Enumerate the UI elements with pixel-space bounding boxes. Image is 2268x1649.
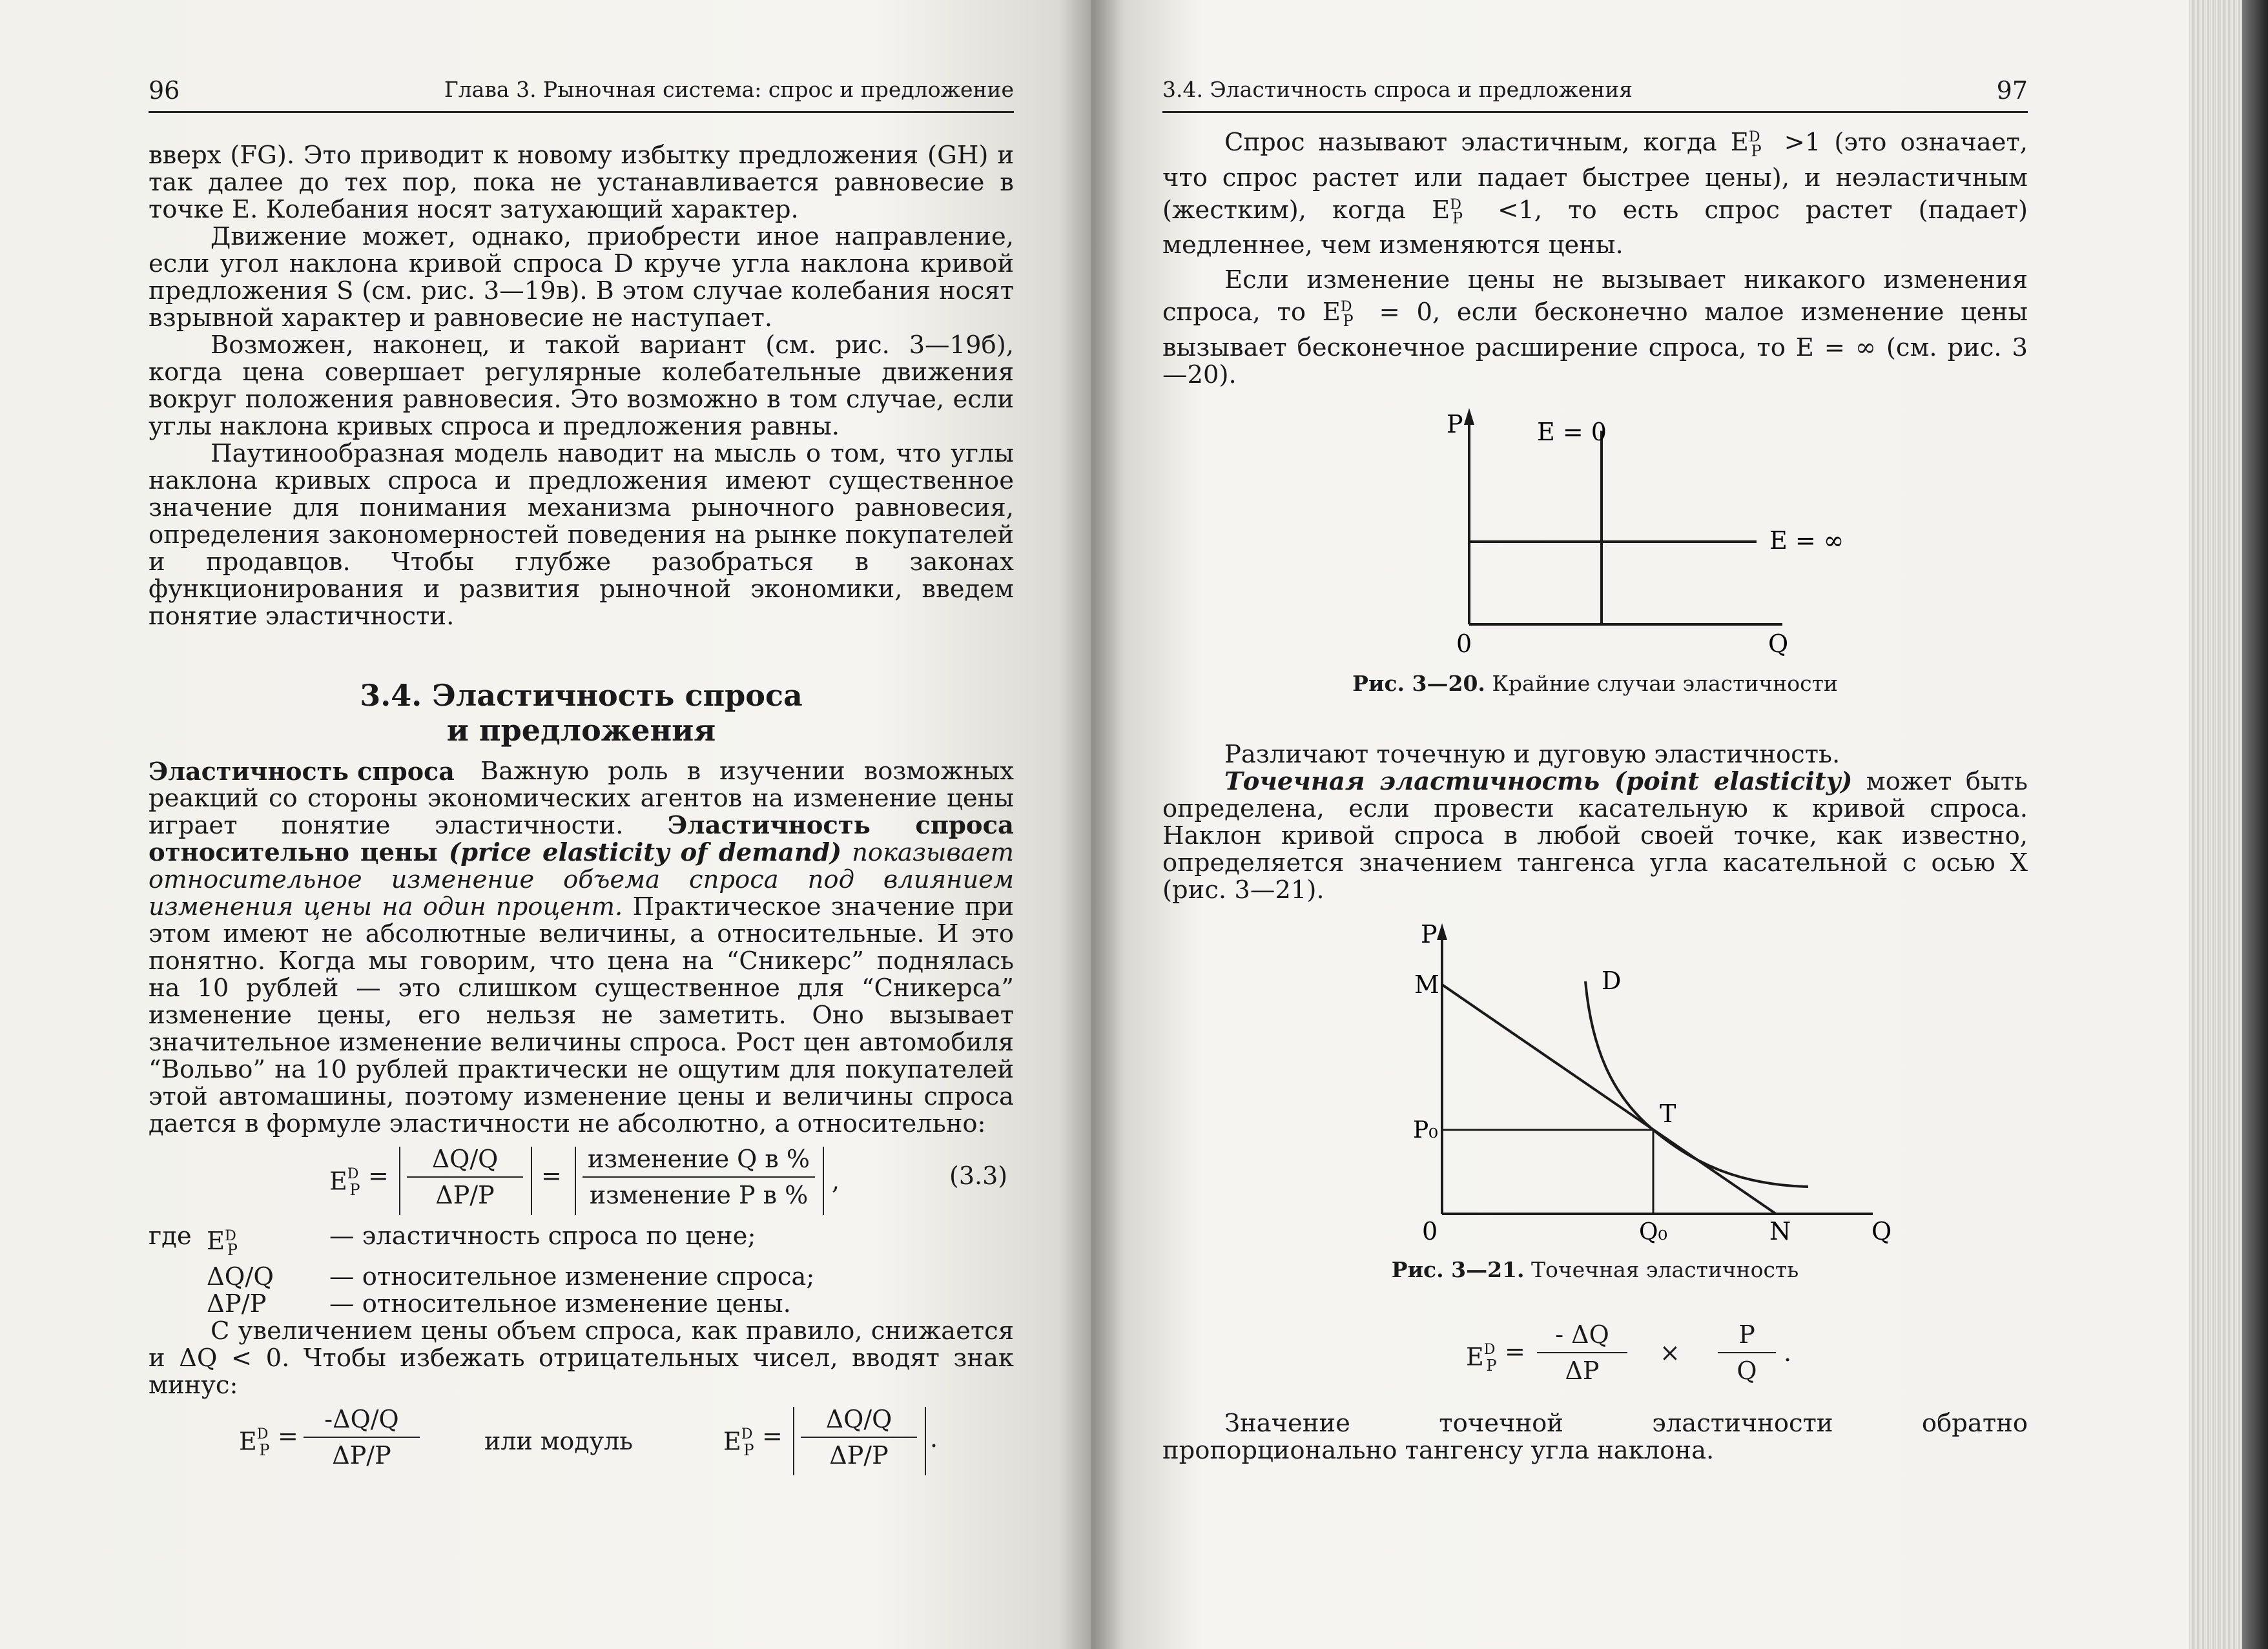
right-page — [1091, 0, 2189, 1649]
running-title-left: Глава 3. Рыночная система: спрос и предложение — [444, 77, 1014, 102]
paragraph: Различают точечную и дуговую эластичность. — [1224, 739, 1840, 769]
axis-label-p: P — [1447, 409, 1463, 438]
svg-text:T: T — [1660, 1099, 1676, 1128]
paragraph: Паутинообразная модель наводит на мысль о том, что углы наклона кривых спроса и предложения имеют существенное значение для понимания механизма рыночного равновесия, определения закономерностей поведения на рынке покупателей и продавцов. Чтобы глубже разобраться в законах функционирования и развития рыночной экономики, введем понятие эластичности. — [149, 439, 1014, 631]
svg-text:P₀: P₀ — [1413, 1116, 1438, 1143]
fraction-negative: $\frac{-\Delta Q/Q}{\Delta P/P}$ — [304, 1406, 420, 1469]
svg-text:M: M — [1414, 970, 1439, 999]
fraction-relative: $\frac{\Delta Q/Q}{\Delta P/P}$ — [407, 1145, 523, 1209]
term-bold: Эластичность спроса относительно цены — [149, 811, 1015, 867]
right-page-body — [1162, 124, 2028, 1464]
definitions-list — [149, 1223, 1014, 1318]
page-number-right: 97 — [1996, 76, 2028, 105]
paragraph: вверх (FG). Это приводит к новому избытку предложения (GH) и так далее до тех пор, пока не устанавливается равновесие в точке E. Колебания носят затухающий характер. — [149, 141, 1014, 224]
origin-label: 0 — [1456, 629, 1472, 658]
svg-text:0: 0 — [1422, 1216, 1438, 1245]
definition-italic: показывает относительное изменение объема спроса под влиянием изменения цены на один процент. — [149, 838, 1015, 921]
label-e-zero: E = 0 — [1537, 417, 1607, 446]
figure-3-20 — [1162, 389, 2028, 776]
paragraph: Возможен, наконец, и такой вариант (см. рис. 3—19б), когда цена совершает регулярные колебательные движения вокруг положения равновесия. Это возможно в том случае, если углы наклона кривых спроса и предложения равны. — [149, 331, 1014, 441]
paragraph: Значение точечной эластичности обратно пропорционально тангенсу угла наклона. — [1162, 1408, 2028, 1465]
formula-minus-sign: $E^D_P$ = $\frac{-\Delta Q/Q}{\Delta P/P}$ или модуль $E^D_P$ = $\frac{\Delta Q/Q}{\Delta P/P}$ . — [149, 1403, 1014, 1483]
axis-label-q: Q — [1768, 629, 1789, 658]
fraction-percent: изменение Q в % изменение P в % — [582, 1145, 815, 1209]
paragraph-point-elasticity: Точечная эластичность (point elasticity) может быть определена, если провести касательную к кривой спроса. Наклон кривой спроса в любой своей точке, как известно, определяется значением тангенса угла касательной с осью X (рис. 3—21). — [1162, 766, 2028, 905]
tangent-line — [1442, 985, 1776, 1214]
elasticity-symbol: $E^D_P$ — [329, 1166, 360, 1200]
figure-3-20-graph — [1162, 389, 2028, 776]
left-page-body — [149, 142, 1014, 1483]
svg-text:N: N — [1769, 1216, 1791, 1245]
paragraph-elasticity-definition: Эластичность спроса Важную роль в изучении возможных реакций со стороны экономических агентов на изменение цены играет понятие эластичности. Эластичность спроса относительно цены (price elasticity of demand) показывает относительное изменение объема спроса под влиянием изменения цены на один процент. Практическое значение при этом имеют не абсолютные величины, а относительные. И это понятно. Когда мы говорим, что цена на “Сникерс” поднялась на 10 рублей — это слишком существенное для “Сникерса” изменение цены, его нельзя не заметить. Оно вызывает значительное изменение величины спроса. Рост цен автомобиля “Вольво” на 10 рублей практически не ощутим для покупателей этой автомашины, поэтому изменение цены и величины спроса дается в формуле эластичности не абсолютно, а относительно: — [149, 757, 1015, 1138]
svg-text:Q: Q — [1871, 1216, 1892, 1245]
page-number-left: 96 — [149, 76, 180, 105]
paragraph-elastic-definition: Спрос называют эластичным, когда $E^D_P >1$ (это означает, что спрос растет или падает быстрее цены), и неэластичным (жестким), когда $E^D_P <1$, то есть спрос растет (падает) медленнее, чем изменяются цены. — [1162, 127, 2028, 260]
running-head-right — [1162, 72, 2028, 113]
label-e-infinity: E = ∞ — [1769, 526, 1844, 555]
svg-text:P: P — [1421, 919, 1438, 948]
formula-3-3: $E^D_P$ = $\frac{\Delta Q/Q}{\Delta P/P}$ = изменение Q в % изменение P в % , (3.3) — [149, 1143, 1014, 1223]
figure-3-21 — [1162, 917, 2028, 1291]
paragraph: Движение может, однако, приобрести иное направление, если угол наклона кривой спроса D круче угла наклона кривой предложения S (см. рис. 3—19в). В этом случае колебания носят взрывной характер и равновесие не наступает. — [149, 222, 1014, 333]
left-page — [0, 0, 1091, 1649]
definition-row: ΔQ/Q — относительное изменение спроса; — [207, 1262, 815, 1291]
running-title-right: 3.4. Эластичность спроса и предложения — [1162, 77, 1633, 102]
fraction-modulus: $\frac{\Delta Q/Q}{\Delta P/P}$ — [801, 1406, 917, 1469]
figure-3-21-caption: Рис. 3—21. Точечная эластичность — [1391, 1256, 1799, 1282]
definition-row: где $E^D_P$ — эластичность спроса по цене; — [149, 1222, 756, 1259]
paragraph: С увеличением цены объем спроса, как правило, снижается и ΔQ < 0. Чтобы избежать отрицательных чисел, вводят знак минус: — [149, 1316, 1014, 1400]
demand-curve — [1585, 981, 1808, 1187]
svg-text:D: D — [1602, 966, 1622, 995]
paragraph-extreme-cases: Если изменение цены не вызывает никакого изменения спроса, то $E^D_P = 0$, если бесконечно малое изменение цены вызывает бесконечное расширение спроса, то E = ∞ (см. рис. 3—20). — [1162, 265, 2028, 389]
formula-point-elasticity: $E^D_P$ = $\frac{- \Delta Q}{\Delta P}$ × $\frac{P}{Q}$ . — [1466, 1320, 1792, 1385]
page-edges — [2189, 0, 2268, 1649]
running-head-left — [149, 72, 1014, 113]
figure-3-20-caption: Рис. 3—20. Крайние случаи эластичности — [1352, 670, 1838, 696]
formula-number: (3.3) — [949, 1162, 1008, 1190]
section-title: 3.4. Эластичность спроса и предложения — [360, 678, 803, 748]
svg-text:Q₀: Q₀ — [1639, 1218, 1667, 1245]
definition-row: ΔP/P — относительное изменение цены. — [207, 1289, 791, 1318]
margin-note: Эластичность спроса — [149, 757, 455, 786]
figure-3-21-graph — [1162, 917, 2028, 1291]
term-english: (price elasticity of demand) — [437, 838, 842, 867]
